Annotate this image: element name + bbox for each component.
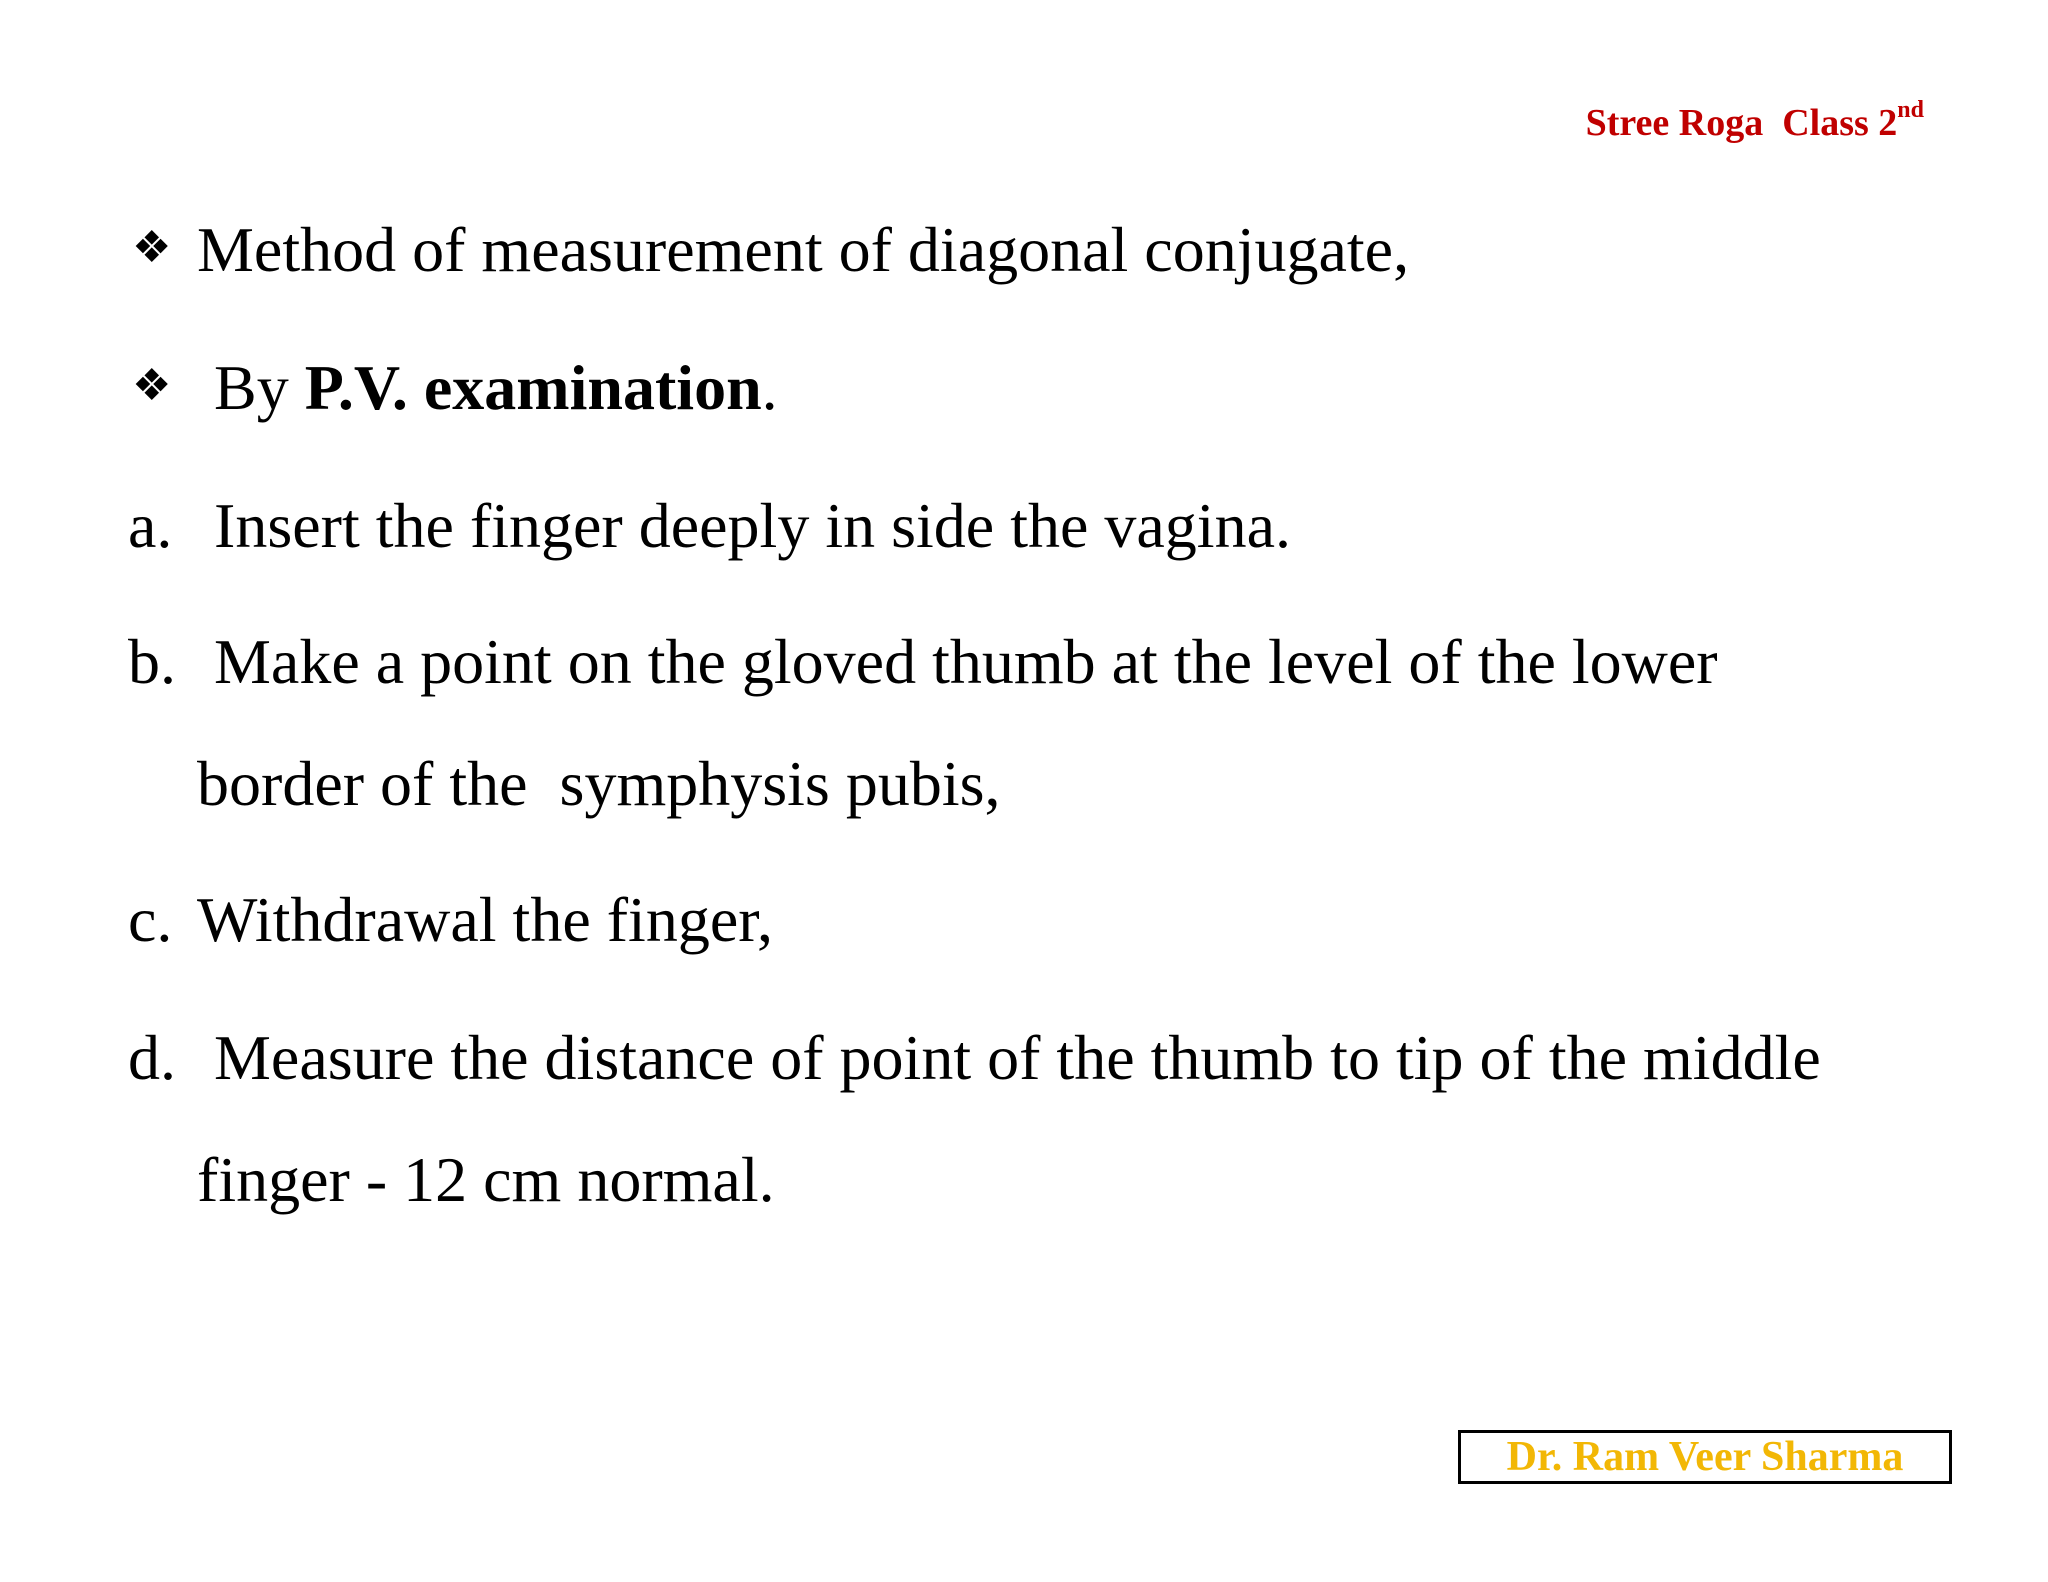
course-title: Stree Roga Class 2	[1585, 102, 1898, 144]
step-marker-c: c.	[128, 884, 173, 955]
bullet-pv-prefix: By	[214, 352, 305, 423]
bullet-method-text: Method of measurement of diagonal conjugate,	[197, 214, 1410, 285]
bullet-pv-suffix: .	[761, 352, 778, 423]
bullet-diamond-icon: ❖	[132, 361, 172, 410]
course-header	[1585, 97, 1924, 144]
author-box	[1458, 1430, 1952, 1484]
author-name: Dr. Ram Veer Sharma	[1506, 1434, 1904, 1480]
step-b-line-1: Make a point on the gloved thumb at the level of the lower	[214, 626, 1718, 697]
bullet-pv-text	[214, 352, 778, 423]
step-a-line: Insert the finger deeply in side the vagina.	[214, 490, 1291, 561]
bullet-pv-bold: P.V. examination	[304, 352, 762, 423]
step-marker-d: d.	[128, 1022, 176, 1093]
bullet-diamond-icon: ❖	[132, 223, 172, 272]
step-b-line-2: border of the symphysis pubis,	[197, 748, 1001, 819]
step-c-line: Withdrawal the finger,	[197, 884, 773, 955]
step-d-line-2: finger - 12 cm normal.	[197, 1144, 775, 1215]
step-marker-a: a.	[128, 490, 173, 561]
step-marker-b: b.	[128, 626, 176, 697]
course-superscript: nd	[1897, 97, 1924, 123]
step-d-line-1: Measure the distance of point of the thumb to tip of the middle	[214, 1022, 1821, 1093]
